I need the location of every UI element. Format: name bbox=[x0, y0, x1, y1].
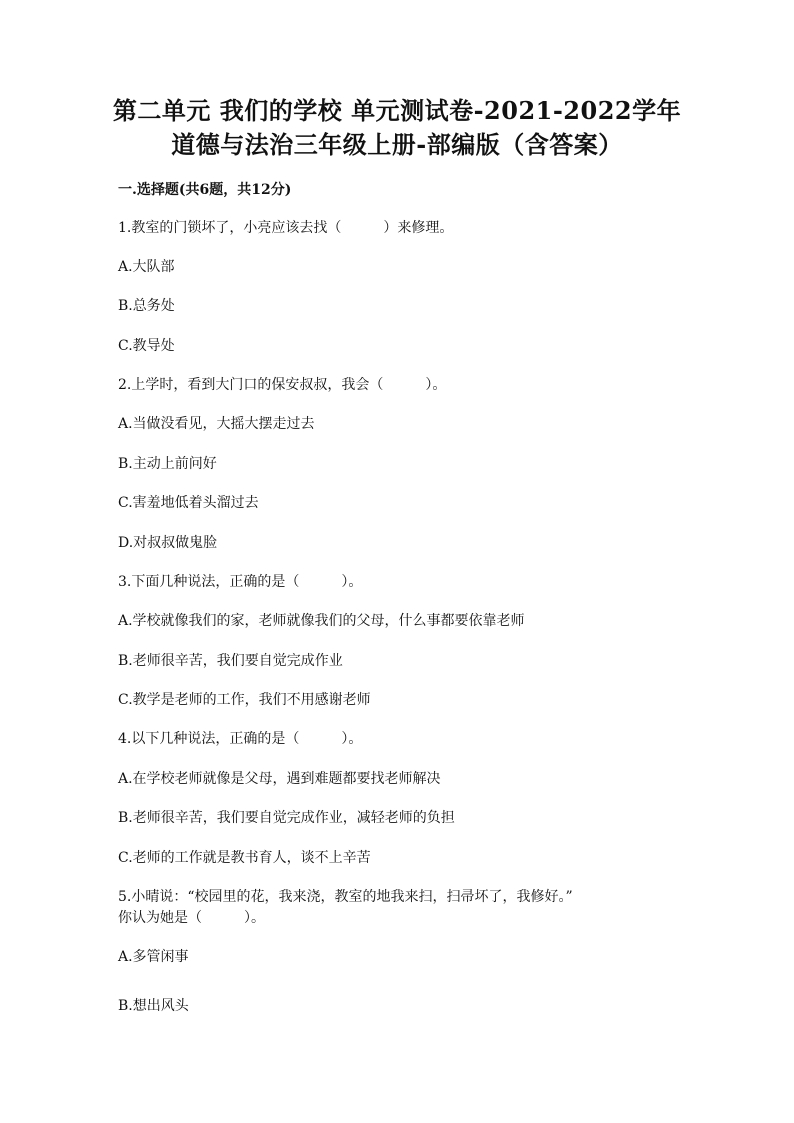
question-2-option-a: A.当做没看见，大摇大摆走过去 bbox=[118, 416, 315, 432]
question-2-option-b: B.主动上前问好 bbox=[118, 456, 217, 472]
question-4-option-b: B.老师很辛苦，我们要自觉完成作业，减轻老师的负担 bbox=[118, 810, 455, 826]
question-stem-2: 2.上学时，看到大门口的保安叔叔，我会（ ）。 bbox=[118, 377, 447, 393]
question-3-option-c: C.教学是老师的工作，我们不用感谢老师 bbox=[118, 692, 371, 708]
question-stem-4: 4.以下几种说法，正确的是（ ）。 bbox=[118, 731, 363, 747]
question-stem-1: 1.教室的门锁坏了，小亮应该去找（ ）来修理。 bbox=[118, 220, 454, 236]
section-heading: 一.选择题(共6题，共12分) bbox=[118, 182, 292, 198]
question-3-option-b: B.老师很辛苦，我们要自觉完成作业 bbox=[118, 653, 343, 669]
question-4-option-c: C.老师的工作就是教书育人，谈不上辛苦 bbox=[118, 850, 371, 866]
document-title-line1: 第二单元 我们的学校 单元测试卷-2021-2022学年 bbox=[112, 96, 682, 125]
question-2-option-c: C.害羞地低着头溜过去 bbox=[118, 495, 259, 511]
document-title-line2: 道德与法治三年级上册-部编版（含答案） bbox=[171, 130, 623, 159]
question-2-option-d: D.对叔叔做鬼脸 bbox=[118, 535, 218, 551]
question-1-option-b: B.总务处 bbox=[118, 298, 175, 314]
question-5-option-b: B.想出风头 bbox=[118, 998, 189, 1014]
question-1-option-a: A.大队部 bbox=[118, 259, 175, 275]
question-5-option-a: A.多管闲事 bbox=[118, 949, 189, 965]
question-1-option-c: C.教导处 bbox=[118, 338, 175, 354]
question-stem-5: 5.小晴说：“校园里的花，我来浇，教室的地我来扫，扫帚坏了，我修好。” bbox=[118, 889, 573, 905]
question-stem-5-line2: 你认为她是（ ）。 bbox=[118, 910, 265, 926]
question-3-option-a: A.学校就像我们的家，老师就像我们的父母，什么事都要依靠老师 bbox=[118, 613, 525, 629]
question-stem-3: 3.下面几种说法，正确的是（ ）。 bbox=[118, 574, 363, 590]
question-4-option-a: A.在学校老师就像是父母，遇到难题都要找老师解决 bbox=[118, 771, 441, 787]
